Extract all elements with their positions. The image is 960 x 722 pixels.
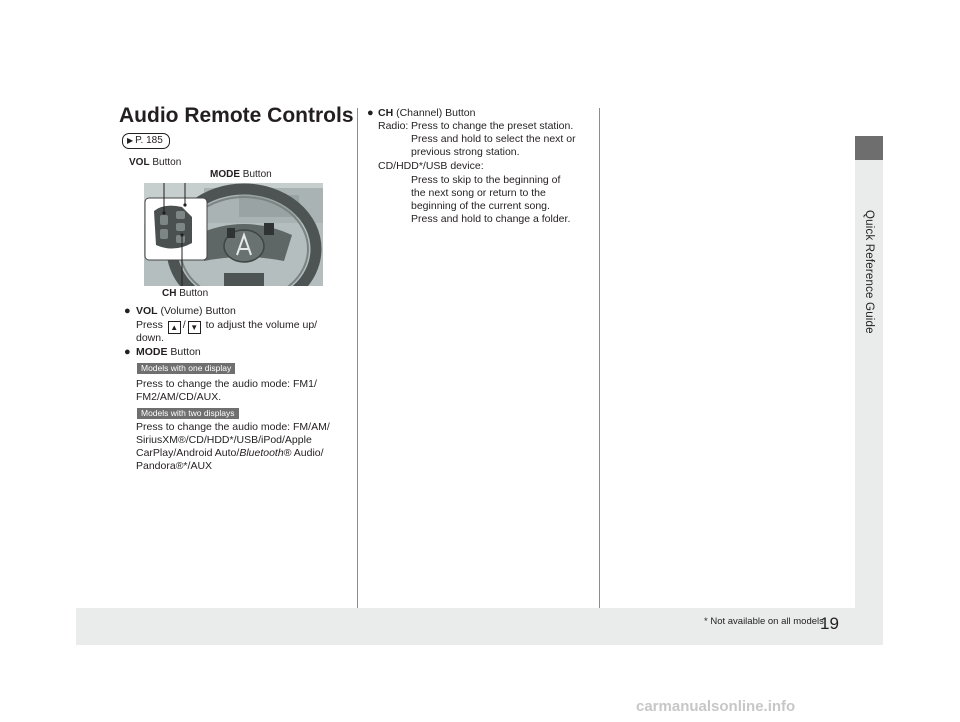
column-divider-1 bbox=[357, 108, 358, 608]
section-label: Quick Reference Guide bbox=[863, 210, 875, 334]
page-reference-text: P. 185 bbox=[135, 135, 163, 146]
ch-radio-line-1: Press to change the preset station. bbox=[411, 120, 574, 132]
bullet-dot-icon: ● bbox=[124, 346, 131, 358]
section-tab-marker bbox=[855, 136, 883, 160]
mode-one-line-1: Press to change the audio mode: FM1/ bbox=[136, 378, 317, 390]
mode-two-line-2: SiriusXM®/CD/HDD*/USB/iPod/Apple bbox=[136, 434, 312, 446]
steering-wheel-drawing bbox=[144, 183, 323, 286]
mode-two-line-3: CarPlay/Android Auto/Bluetooth® Audio/ bbox=[136, 447, 324, 459]
models-two-displays-tag: Models with two displays bbox=[137, 408, 239, 419]
ch-device-line-3: beginning of the current song. bbox=[411, 200, 550, 212]
mode-item-heading: MODE Button bbox=[136, 346, 201, 358]
watermark: carmanualsonline.info bbox=[636, 698, 796, 715]
vol-item-heading: VOL (Volume) Button bbox=[136, 305, 236, 317]
page-title: Audio Remote Controls bbox=[119, 104, 354, 127]
ch-item-heading: CH (Channel) Button bbox=[378, 107, 476, 119]
ch-device-line-1: Press to skip to the beginning of bbox=[411, 174, 561, 186]
mode-callout: MODE Button bbox=[210, 169, 272, 180]
ch-radio-label: Radio: bbox=[378, 120, 409, 132]
page-reference-link[interactable] bbox=[122, 133, 170, 149]
ch-device-line-4: Press and hold to change a folder. bbox=[411, 213, 571, 225]
steering-wheel-illustration bbox=[144, 183, 323, 286]
down-triangle-icon: ▼ bbox=[188, 321, 201, 334]
ch-device-label: CD/HDD*/USB device: bbox=[378, 160, 484, 172]
ch-device-line-2: the next song or return to the bbox=[411, 187, 546, 199]
bullet-dot-icon: ● bbox=[124, 305, 131, 317]
column-divider-2 bbox=[599, 108, 600, 608]
mode-two-line-4: Pandora®*/AUX bbox=[136, 460, 213, 472]
mode-two-line-1: Press to change the audio mode: FM/AM/ bbox=[136, 421, 330, 433]
vol-callout: VOL Button bbox=[129, 157, 182, 168]
vol-item-line-2: down. bbox=[136, 332, 165, 344]
bullet-dot-icon: ● bbox=[367, 107, 374, 119]
models-one-display-tag: Models with one display bbox=[137, 363, 235, 374]
mode-one-line-2: FM2/AM/CD/AUX. bbox=[136, 391, 222, 403]
footnote: * Not available on all models bbox=[704, 616, 824, 627]
page-number: 19 bbox=[820, 614, 839, 633]
ch-radio-line-3: previous strong station. bbox=[411, 146, 520, 158]
arrow-right-icon: ▶ bbox=[127, 136, 134, 145]
vol-item-line-1: Press ▲ / ▼ to adjust the volume up/ bbox=[136, 319, 318, 332]
ch-callout: CH Button bbox=[162, 288, 209, 299]
ch-radio-line-2: Press and hold to select the next or bbox=[411, 133, 576, 145]
up-triangle-icon: ▲ bbox=[168, 321, 181, 334]
